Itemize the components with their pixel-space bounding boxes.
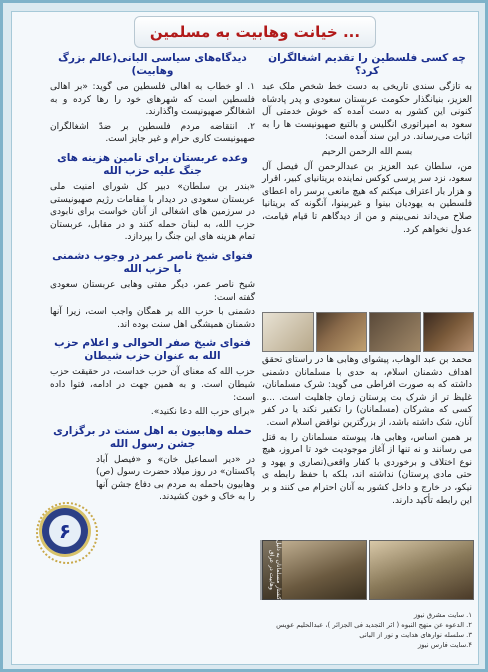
photo [369, 312, 421, 352]
paragraph: ۲. انتقاضه مردم فلسطین بر ضدّ اشغالگران صهیونیست کاری حرام و غیر جایز است. [50, 121, 255, 145]
footnote: ۱. سایت مشرق نیوز [413, 611, 472, 619]
paragraph: «بندر بن سلطان» دبیر کل شورای امنیت ملی عربستان سعودی در دیدار با مقامات رژیم صهیونیستی در سرزمین های اشغالی از آنان خواست برای نابودی حزب الله، به لبنان حمله کنند و در مقابل، عربستان تمام هزینه های این جنگ را بپردازد. [50, 181, 255, 243]
footnote: ۲. الدعوه عن منهج النبوه ( اثر التجدید فی الجزائر )، عبدالحلیم عویس [276, 621, 472, 629]
document-photo-strip [262, 312, 474, 350]
content-frame [11, 11, 479, 665]
right-column-lower [262, 354, 472, 509]
photo [316, 312, 368, 352]
paragraph: بر همین اساس، وهابی ها، پیوسته مسلمانان را به قتل می رسانند و نه تنها از آغاز موجودیت خود تا امروز، هیچ نوع اختلاف و برخوردی با کفار واقعی(نصاری و یهود و حتی مادی پرستان) نداشته اند، بلکه با حفظ رابطه ی نیکو، در خارج و داخل کشور به آنان احترام می کنند و بر این رابطه تأکید دارند. [262, 432, 472, 506]
footnote: ۳. سلسله نوارهای هدایت و نور از البانی [359, 631, 472, 639]
heading-saudi-promise: وعده عربستان برای تامین هزینه های جنگ علیه حزب الله [57, 151, 248, 177]
footnote: ۴.سایت فارس نیوز [417, 641, 472, 649]
heading-attack-sunni: حمله وهابیون به اهل سنت در برگزاری جشن رسول الله [53, 424, 252, 450]
left-column [50, 52, 255, 506]
paragraph: محمد بن عبد الوهاب، پیشوای وهابی ها در راستای تحقق اهداف دشمنان اسلام، به حدی با مسلمانان دشمنی داشته که به صورت افراطی می گوید: شرک مسلمانان، غلیظ تر از شرک بت پرستان زمان جاهلیت است. ...و کسی که مشرکان (مسلمانان) را تکفیر نکند یا در کفر آنان، شک داشته باشد، از بزرگترین نواقض اسلام است. [262, 355, 472, 428]
page-number: ۶ [58, 519, 72, 543]
photo-caption: کشتار مسلمانان به دلیل وهابیت در عراق [260, 540, 282, 600]
bismillah-line: بسم الله الرحمن الرحیم [321, 146, 413, 157]
photo [369, 540, 474, 600]
footnotes [262, 610, 472, 650]
bottom-photos [262, 540, 474, 600]
heading-albani: دیدگاه‌های سیاسی البانی(عالم بزرگ وهابیت) [58, 52, 247, 77]
paragraph: «برای حزب الله دعا نکنید». [150, 407, 255, 418]
paragraph: من، سلطان عبد العزیز بن عبدالرحمن آل فیصل آل سعود، نزد سر پرسی کوکس نماینده بریتانیای کبیر، اقرار و هزار بار اعتراف میکنم که هیچ مانعی برسر راه اعطای فلسطین به یهودیان بینوا و غیربینوا، آنگونه که بریتانیا صلاح می‌داند نمی‌بینم و من از دیدگاهم تا قیام قیامت، عدول نخواهم کرد. [262, 161, 472, 235]
page-number-badge [42, 508, 88, 554]
paragraph: حزب الله که معنای آن حزب خداست، در حقیقت حزب شیطان است. و به همین جهت در ادامه، فتوا داده است: [50, 367, 255, 403]
paragraph: ۱. او خطاب به اهالی فلسطین می گوید: «بر اهالی فلسطین است که شهرهای خود را رها کرده و به اشغالگر صهیونیست واگذارند. [50, 82, 255, 118]
paragraph: در «دیر اسماعیل خان» و «فیصل آباد پاکستان» در روز میلاد حضرت رسول (ص) وهابیون باحمله به مردم بی دفاع جشن آنها را به خاک و خون کشیدند. [96, 454, 255, 503]
heading-fatwa-hawali: فتوای شیخ صفر الحوالی و اعلام حزب الله به عنوان حزب شیطان [54, 337, 251, 363]
document-image [262, 312, 314, 352]
paragraph: دشمنی با حزب الله بر همگان واجب است، زیرا آنها دشمنان همیشگی اهل سنت بوده اند. [50, 307, 255, 330]
page-title: خیانت وهابیت به مسلمین ... [134, 16, 376, 48]
paragraph: به تازگی سندی تاریخی به دست خط شخص ملک عبد العزیز، بنیانگذار حکومت عربستان سعودی و پدر پادشاه کنونی این کشور به دست آمده که خوش خدمتی آل سعود به امپراتوری انگلیس و بالتبع صهیونیست ها را به اثبات می‌رساند. در این سند آمده است: [262, 82, 472, 143]
photo [423, 312, 475, 352]
right-column [262, 52, 472, 238]
paragraph: شیخ ناصر عمر، دیگر مفتی وهابی عربستان سعودی گفته است: [50, 279, 255, 303]
heading-palestine: چه کسی فلسطین را تقدیم اشغالگران کرد؟ [268, 52, 466, 77]
heading-fatwa-naser: فتوای شیخ ناصر عمر در وجوب دشمنی با حزب الله [52, 249, 253, 275]
